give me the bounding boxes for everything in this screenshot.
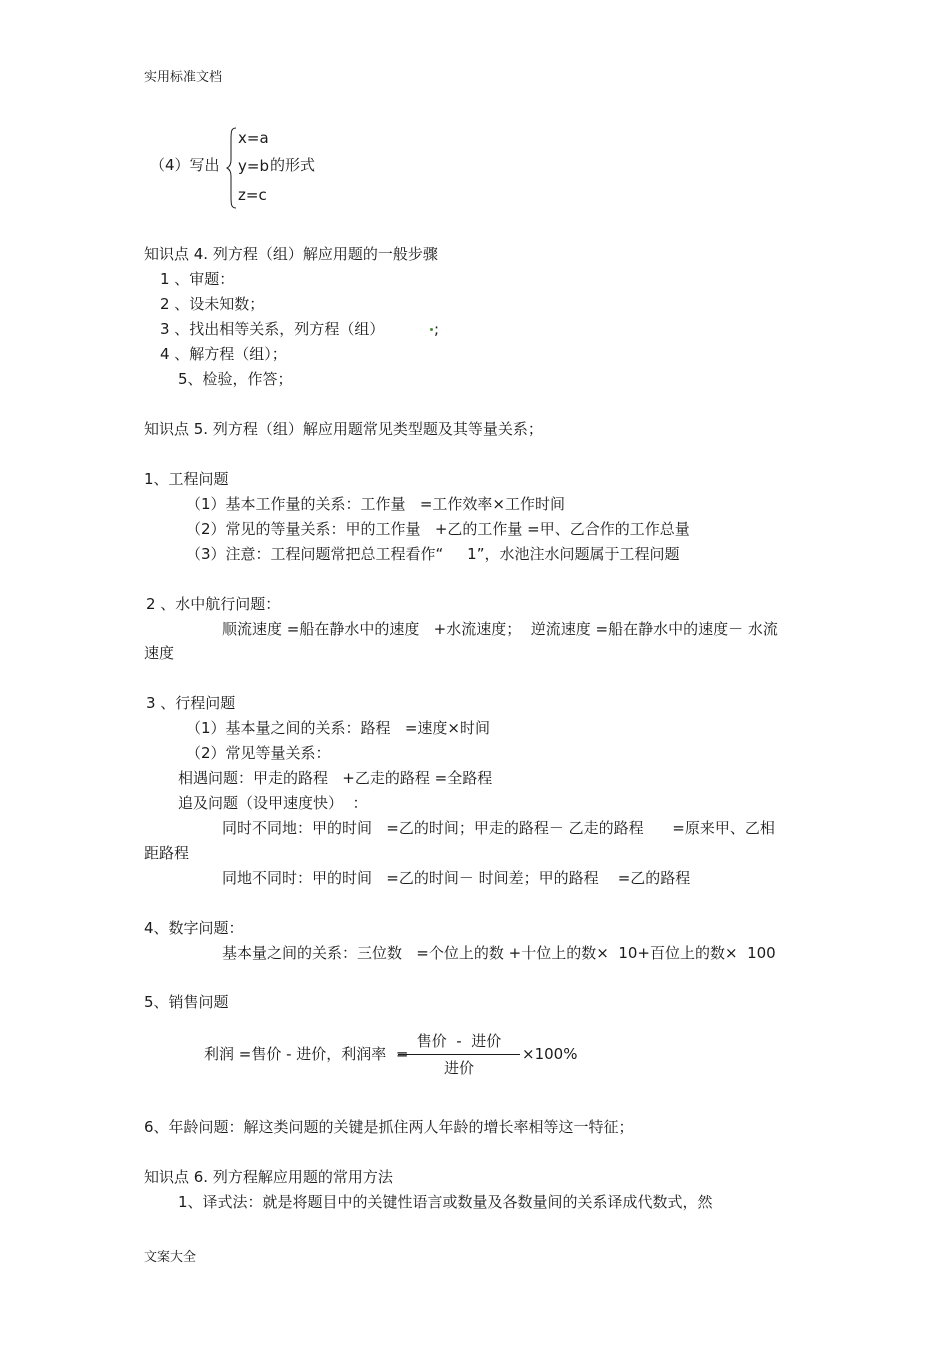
travel-line-3: 相遇问题：甲走的路程 +乙走的路程 =全路程 xyxy=(178,769,493,787)
travel-line-2: （2）常见等量关系： xyxy=(186,744,331,762)
green-dot-icon xyxy=(430,328,433,331)
kp4-step-3-tail: ; xyxy=(434,320,440,338)
profit-rate-fraction xyxy=(398,1030,520,1079)
fraction-bar xyxy=(398,1054,520,1055)
equation-z: z=c xyxy=(238,186,267,204)
water-line-1: 顺流速度 =船在静水中的速度 +水流速度； 逆流速度 =船在静水中的速度－ 水流 xyxy=(222,620,778,638)
travel-line-4: 追及问题（设甲速度快） ： xyxy=(178,794,368,812)
work-line-2: （2）常见的等量关系：甲的工作量 +乙的工作量 =甲、乙合作的工作总量 xyxy=(186,520,690,538)
work-title: 1、工程问题 xyxy=(144,470,229,488)
number-title: 4、数字问题： xyxy=(144,919,244,937)
kp5-title: 知识点 5. 列方程（组）解应用题常见类型题及其等量关系； xyxy=(144,420,543,438)
step4-prefix: （4）写出 xyxy=(150,156,220,174)
sales-title: 5、销售问题 xyxy=(144,993,229,1011)
kp4-step-1: 1 、审题： xyxy=(160,270,235,288)
water-line-2: 速度 xyxy=(144,644,175,662)
kp4-step-2: 2 、设未知数； xyxy=(160,295,265,313)
kp4-step-3: 3 、找出相等关系，列方程（组） xyxy=(160,320,385,338)
sales-line-1: 利润 =售价 - 进价，利润率 = xyxy=(204,1045,409,1063)
left-brace-icon xyxy=(226,126,238,210)
travel-line-7: 同地不同时：甲的时间 =乙的时间－ 时间差；甲的路程 =乙的路程 xyxy=(222,869,691,887)
kp4-step-4: 4 、解方程（组）； xyxy=(160,345,287,363)
age-line-1: 6、年龄问题：解这类问题的关键是抓住两人年龄的增长率相等这一特征； xyxy=(144,1118,634,1136)
kp4-step-5: 5、检验，作答； xyxy=(178,370,293,388)
travel-line-5: 同时不同地：甲的时间 =乙的时间；甲走的路程－ 乙走的路程 =原来甲、乙相 xyxy=(222,819,775,837)
kp4-title: 知识点 4. 列方程（组）解应用题的一般步骤 xyxy=(144,245,438,263)
work-line-1: （1）基本工作量的关系：工作量 =工作效率×工作时间 xyxy=(186,495,565,513)
equation-y: y=b xyxy=(238,157,269,175)
page-header: 实用标准文档 xyxy=(144,70,223,85)
travel-title: 3 、行程问题 xyxy=(146,694,236,712)
number-line-1: 基本量之间的关系：三位数 =个位上的数 +十位上的数× 10+百位上的数× 100 xyxy=(222,944,776,962)
travel-line-1: （1）基本量之间的关系：路程 =速度×时间 xyxy=(186,719,490,737)
equation-x: x=a xyxy=(238,129,269,147)
step4-suffix: 的形式 xyxy=(270,156,316,174)
sales-percent: ×100% xyxy=(522,1045,578,1063)
travel-line-6: 距路程 xyxy=(144,844,190,862)
work-line-3: （3）注意：工程问题常把总工程看作“ 1”，水池注水问题属于工程问题 xyxy=(186,545,680,563)
fraction-numerator: 售价 - 进价 xyxy=(416,1032,502,1050)
kp6-title: 知识点 6. 列方程解应用题的常用方法 xyxy=(144,1168,393,1186)
water-title: 2 、水中航行问题： xyxy=(146,595,281,613)
fraction-denominator: 进价 xyxy=(443,1059,474,1077)
kp6-line-1: 1、译式法：就是将题目中的关键性语言或数量及各数量间的关系译成代数式，然 xyxy=(178,1193,713,1211)
page-footer: 文案大全 xyxy=(144,1250,197,1265)
